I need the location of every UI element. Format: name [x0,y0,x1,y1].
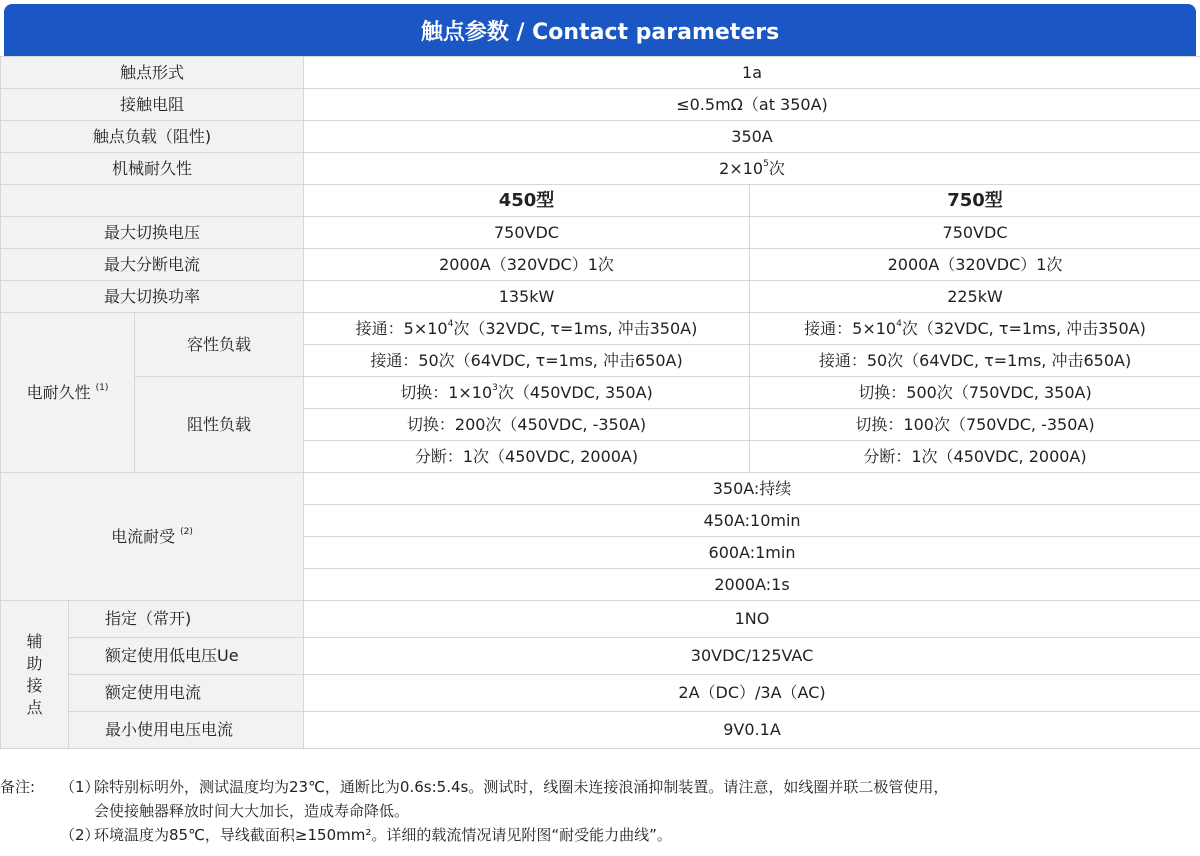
table-row [1,313,1200,345]
cell-450: 135kW [304,281,750,313]
row-value: 2A（DC）/3A（AC) [304,675,1200,712]
row-value: 9V0.1A [304,712,1200,749]
row-label: 指定（常开) [69,601,304,638]
row-label: 额定使用电流 [69,675,304,712]
row-label: 最大切换电压 [1,217,304,249]
cell-450: 接通：$5\times 10^4$次（32VDC, τ=1ms, 冲击350A) [304,313,750,345]
row-label: 最大切换功率 [1,281,304,313]
row-value: 30VDC/125VAC [304,638,1200,675]
row-value: $2\times 10^5$次 [304,153,1200,185]
current-withstand-label: 电流耐受 $^{(2)}$ [1,473,304,601]
table-row [1,217,1200,249]
row-value: 1a [304,57,1200,89]
cell-750: 接通：$5\times 10^4$次（32VDC, τ=1ms, 冲击350A) [750,313,1200,345]
footnotes [0,775,1200,847]
contact-parameters-table [0,56,1200,749]
table-row [1,377,1200,409]
table-title: 触点参数 / Contact parameters [4,4,1196,56]
table-row [1,601,1200,638]
table-row [1,153,1200,185]
cell-750: 750VDC [750,217,1200,249]
row-label: 接触电阻 [1,89,304,121]
table-row [1,638,1200,675]
cell-750: 切换：100次（750VDC, -350A) [750,409,1200,441]
cell-750: 2000A（320VDC）1次 [750,249,1200,281]
row-value: 1NO [304,601,1200,638]
note-2-text: 环境温度为85℃，导线截面积≥150mm²。详细的载流情况请见附图“耐受能力曲线”。 [94,826,672,844]
row-label: 触点负载（阻性) [1,121,304,153]
aux-contact-label: 辅助接点 [1,601,69,749]
table-row [1,675,1200,712]
note-2-number: （2） [60,826,100,844]
note-1-text-cont: 会使接触器释放时间大大加长，造成寿命降低。 [94,802,410,820]
table-row [1,712,1200,749]
capacitive-load-label: 容性负载 [135,313,304,377]
cell-750: 225kW [750,281,1200,313]
row-value: ≤0.5mΩ（at 350A) [304,89,1200,121]
cell-750: 分断：1次（450VDC, 2000A) [750,441,1200,473]
table-row [1,121,1200,153]
row-label: 最大分断电流 [1,249,304,281]
empty-cell [1,185,304,217]
table-row [1,89,1200,121]
notes-label: 备注: [0,778,36,796]
electrical-endurance-label: 电耐久性 $^{(1)}$ [1,313,135,473]
row-value: 350A [304,121,1200,153]
withstand-value: 450A:10min [304,505,1200,537]
cell-750: 切换：500次（750VDC, 350A) [750,377,1200,409]
withstand-value: 2000A:1s [304,569,1200,601]
row-label: 最小使用电压电流 [69,712,304,749]
table-row [1,281,1200,313]
withstand-value: 600A:1min [304,537,1200,569]
withstand-value: 350A:持续 [304,473,1200,505]
cell-450: 分断：1次（450VDC, 2000A) [304,441,750,473]
cell-450: 750VDC [304,217,750,249]
row-label: 机械耐久性 [1,153,304,185]
model-header-row [1,185,1200,217]
note-1-number: （1） [60,778,100,796]
table-row [1,57,1200,89]
note-1-text: 除特别标明外，测试温度均为23℃，通断比为0.6s:5.4s。测试时，线圈未连接浪涌抑制装置。请注意，如线圈并联二极管使用， [94,778,949,796]
model-750-header: 750型 [750,185,1200,217]
resistive-load-label: 阻性负载 [135,377,304,473]
cell-450: 切换：200次（450VDC, -350A) [304,409,750,441]
model-450-header: 450型 [304,185,750,217]
cell-450: 接通：50次（64VDC, τ=1ms, 冲击650A) [304,345,750,377]
cell-450: 2000A（320VDC）1次 [304,249,750,281]
cell-750: 接通：50次（64VDC, τ=1ms, 冲击650A) [750,345,1200,377]
cell-450: 切换：$1\times 10^3$次（450VDC, 350A) [304,377,750,409]
table-row [1,473,1200,505]
table-row [1,249,1200,281]
row-label: 额定使用低电压Ue [69,638,304,675]
row-label: 触点形式 [1,57,304,89]
